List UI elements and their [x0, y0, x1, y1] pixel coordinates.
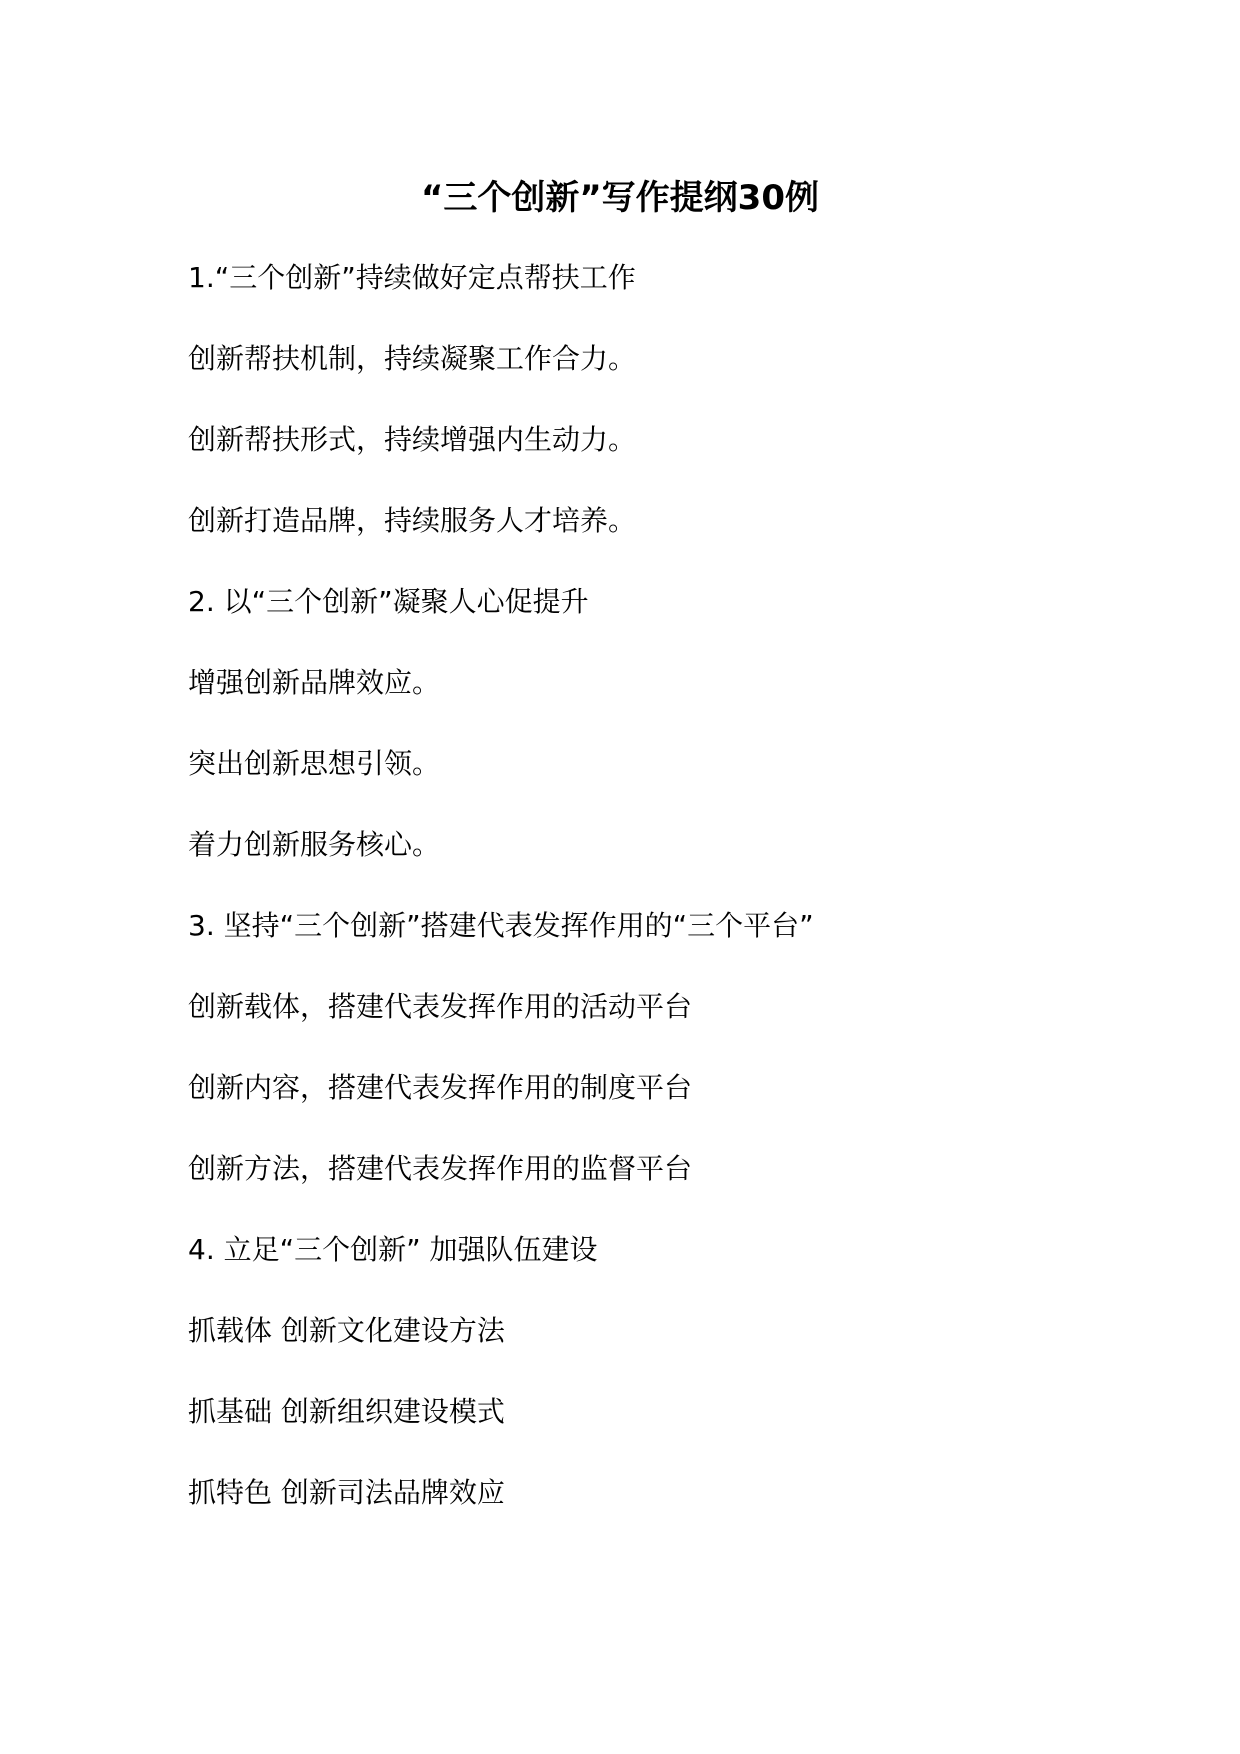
document-title: “三个创新”写作提纲30例 — [420, 178, 819, 218]
heading-item-2: 2. 以“三个创新”凝聚人心促提升 — [188, 585, 589, 618]
heading-item-1: 1.“三个创新”持续做好定点帮扶工作 — [188, 261, 636, 294]
heading-item-3: 3. 坚持“三个创新”搭建代表发挥作用的“三个平台” — [188, 909, 814, 942]
body-line: 抓特色 创新司法品牌效应 — [188, 1476, 505, 1509]
document-body — [188, 250, 1188, 1546]
body-line: 着力创新服务核心。 — [188, 828, 441, 861]
body-line: 创新载体，搭建代表发挥作用的活动平台 — [188, 990, 693, 1023]
body-line: 创新方法，搭建代表发挥作用的监督平台 — [188, 1152, 693, 1185]
body-line: 突出创新思想引领。 — [188, 747, 441, 780]
body-line: 创新打造品牌，持续服务人才培养。 — [188, 504, 637, 537]
body-line: 创新帮扶机制，持续凝聚工作合力。 — [188, 342, 637, 375]
body-line: 创新帮扶形式，持续增强内生动力。 — [188, 423, 637, 456]
body-line: 抓基础 创新组织建设模式 — [188, 1395, 505, 1428]
body-line: 增强创新品牌效应。 — [188, 666, 441, 699]
body-line: 创新内容，搭建代表发挥作用的制度平台 — [188, 1071, 693, 1104]
body-line: 抓载体 创新文化建设方法 — [188, 1314, 505, 1347]
heading-item-4: 4. 立足“三个创新” 加强队伍建设 — [188, 1233, 598, 1266]
